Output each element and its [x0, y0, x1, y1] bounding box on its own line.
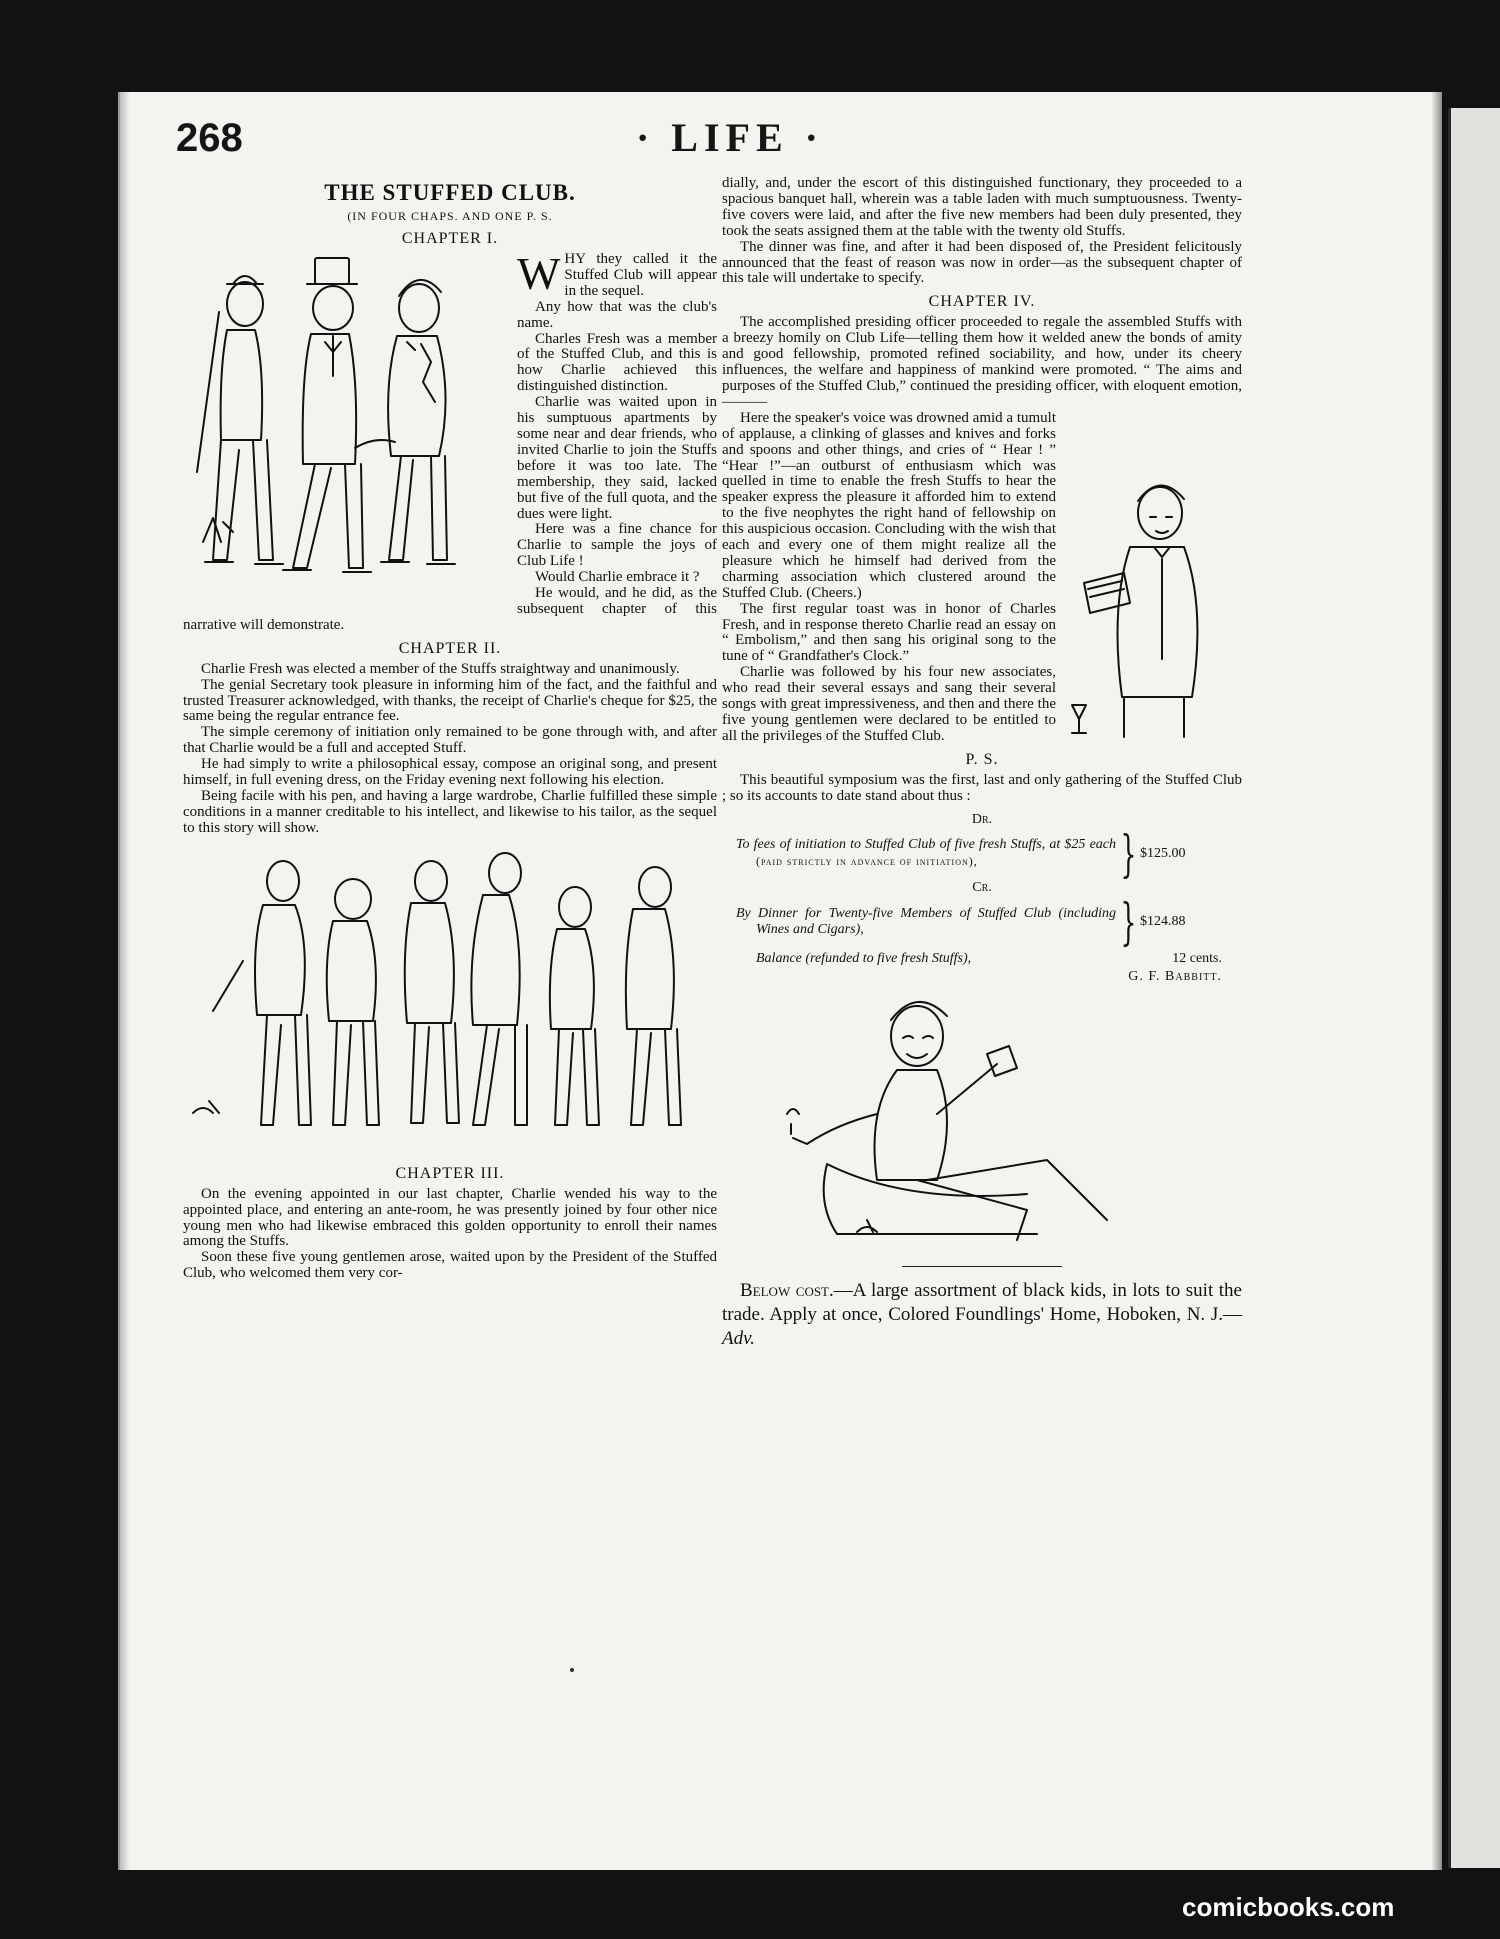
right-column [722, 176, 1242, 1351]
print-speck [570, 1668, 574, 1672]
credit-label: Cr. [972, 879, 992, 895]
ps-paragraph: This beautiful symposium was the first, last and only gathering of the Stuffed Club ; so its accounts to date stand about thus : [722, 771, 1242, 804]
chapter-3-paragraph-3: The dinner was fine, and after it had been disposed of, the President felicitously announced that the feast of reason was now in order—as the subsequent chapter of this tale will undertake to specify. [722, 238, 1242, 287]
chapter-1-heading: CHAPTER I. [401, 230, 499, 247]
page-edge-shadow [1432, 92, 1442, 1870]
illustration-three-gentlemen [183, 252, 507, 612]
illustration-six-gentlemen [183, 851, 717, 1153]
chapter-3-heading: CHAPTER III. [395, 1164, 505, 1182]
adjacent-page-edge [1448, 108, 1500, 1868]
story-subtitle: (IN FOUR CHAPS. AND ONE P. S. [347, 209, 553, 223]
credit-amount: $124.88 [1140, 913, 1186, 929]
advert-text: —A large assortment of black kids, in lots to suit the trade. Apply at once, Colored Foundlings' Home, Hoboken, N. J.— [722, 1280, 1242, 1326]
section-divider [902, 1266, 1062, 1267]
advert-tag: Adv. [722, 1328, 755, 1350]
chapter-2-paragraph-3: The simple ceremony of initiation only remained to be gone through with, and after that Charlie would be a full and accepted Stuff. [183, 724, 717, 757]
chapter-1-paragraph-1: WHY they called it the Stuffed Club will appear in the sequel. [517, 248, 717, 299]
illustration-speaker-reading [1064, 473, 1242, 741]
chapter-1-paragraph-3: Charles Fresh was a member of the Stuffed Club, and this is how Charlie achieved this distinguished distinction. [517, 330, 717, 395]
ps-heading: P. S. [965, 750, 999, 768]
chapter-1-paragraph-5: Here was a fine chance for Charlie to sample the joys of Club Life ! [517, 521, 717, 570]
masthead-title: · LIFE · [635, 115, 825, 160]
debit-amount: $125.00 [1140, 845, 1186, 861]
debit-label: Dr. [971, 811, 993, 827]
site-watermark: comicbooks.com [1182, 1892, 1395, 1922]
author-signature: G. F. Babbitt. [1128, 968, 1222, 984]
page-number: 268 [176, 116, 243, 160]
page-gutter [120, 92, 130, 1870]
chapter-1-paragraph-7: He would, and he did, as the subsequent chapter of this narrative will demonstrate. [183, 585, 717, 633]
balance-row [722, 951, 1242, 967]
advertisement [722, 1279, 1242, 1351]
brace-icon: } [1120, 892, 1137, 951]
chapter-2-paragraph-1: Charlie Fresh was elected a member of the Stuffs straightway and unanimously. [201, 660, 680, 677]
debit-row [722, 824, 1242, 883]
credit-row [722, 892, 1242, 951]
chapter-2-paragraph-5: Being facile with his pen, and having a large wardrobe, Charlie fulfilled these simple conditions in a manner creditable to his intellect, and likewise to his tailor, as the sequel to this story will show. [183, 788, 717, 836]
chapter-2-paragraph-4: He had simply to write a philosophical essay, compose an original song, and present himself, in full evening dress, on the Friday evening next following his election. [183, 756, 717, 789]
chapter-4-heading: CHAPTER IV. [928, 293, 1036, 311]
chapter-3-paragraph-2-continued: dially, and, under the escort of this distinguished functionary, they proceeded to a spacious banquet hall, wherein was a table laden with much sumptuousness. Twenty-five covers were laid, and after the five new members had been duly presented, they took the seats assigned them at the table with the twenty old Stuffs. [722, 175, 1242, 239]
balance-amount: 12 cents. [1172, 950, 1222, 966]
brace-icon: } [1120, 824, 1137, 883]
chapter-4-paragraph-1: The accomplished presiding officer proceeded to regale the assembled Stuffs with a breezy homily on Club Life—telling them how it welded anew the bonds of amity and good fellowship, promoted refined sociability, and how, under its cheery influences, the welfare and happiness of mankind were promoted. “ The aims and purposes of the Stuffed Club,” continued the presiding officer, with eloquent emotion,——— [722, 314, 1242, 410]
chapter-4-paragraph-2: Here the speaker's voice was drowned amid a tumult of applause, a clinking of glasses and knives and forks and spoons and other things, and cries of “ Hear ! ” “Hear !”—an outburst of enthusiasm which was quelled in time to enable the fresh Stuffs to hear the speaker express the pleasure it afforded him to extend to the five neophytes the right hand of fellowship on this auspicious occasion. Concluding with the wish that each and every one of them might realize all the pleasure which he himself had derived from the charming association which clustered around the Stuffed Club. (Cheers.) [722, 409, 1056, 601]
left-column [183, 178, 717, 1282]
accounts-ledger [722, 811, 1242, 985]
chapter-1-paragraph-6: Would Charlie embrace it ? [535, 569, 700, 586]
chapter-1-paragraph-2: Any how that was the club's name. [517, 298, 717, 331]
chapter-4-paragraph-4: Charlie was followed by his four new associates, who read their several essays and sang their several songs with great impressiveness, and then and there the five young gentlemen were declared to be entitled to all the privileges of the Stuffed Club. [722, 664, 1056, 744]
chapter-2-heading: CHAPTER II. [398, 639, 502, 657]
debit-note: (paid strictly in advance of initiation), [756, 854, 978, 869]
advert-lead: Below cost. [740, 1280, 834, 1302]
story-title: THE STUFFED CLUB. [324, 180, 576, 205]
chapter-4-paragraph-3: The first regular toast was in honor of Charles Fresh, and in response thereto Charlie read an essay on “ Embolism,” and then sang his original song to the tune of “ Grandfather's Clock.” [722, 600, 1056, 665]
balance-text: Balance (refunded to five fresh Stuffs), [756, 950, 972, 966]
credit-text: By Dinner for Twenty-five Members of Stuffed Club (including Wines and Cigars), [736, 905, 1116, 937]
chapter-3-paragraph-1: On the evening appointed in our last chapter, Charlie wended his way to the appointed place, and entering an ante-room, he was presently joined by four other nice young men who had likewise embraced this golden opportunity to enroll their names among the Stuffs. [183, 1185, 717, 1250]
chapter-2-paragraph-2: The genial Secretary took pleasure in informing him of the fact, and the faithful and trusted Treasurer acknowledged, with thanks, the receipt of Charlie's cheque for $25, the same being the regular entrance fee. [183, 676, 717, 725]
drop-cap: W [517, 248, 561, 299]
chapter-3-paragraph-2: Soon these five young gentlemen arose, waited upon by the President of the Stuffed Club, who welcomed them very cor- [183, 1249, 717, 1282]
chapter-1-paragraph-4: Charlie was waited upon in his sumptuous apartments by some near and dear friends, who invited Charlie to join the Stuffs before it was too late. The membership, they said, lacked but five of the full quota, and the dues were light. [517, 394, 717, 522]
debit-text: To fees of initiation to Stuffed Club of five fresh Stuffs, at $25 each [736, 837, 1116, 853]
illustration-seated-gentleman [767, 994, 1197, 1250]
